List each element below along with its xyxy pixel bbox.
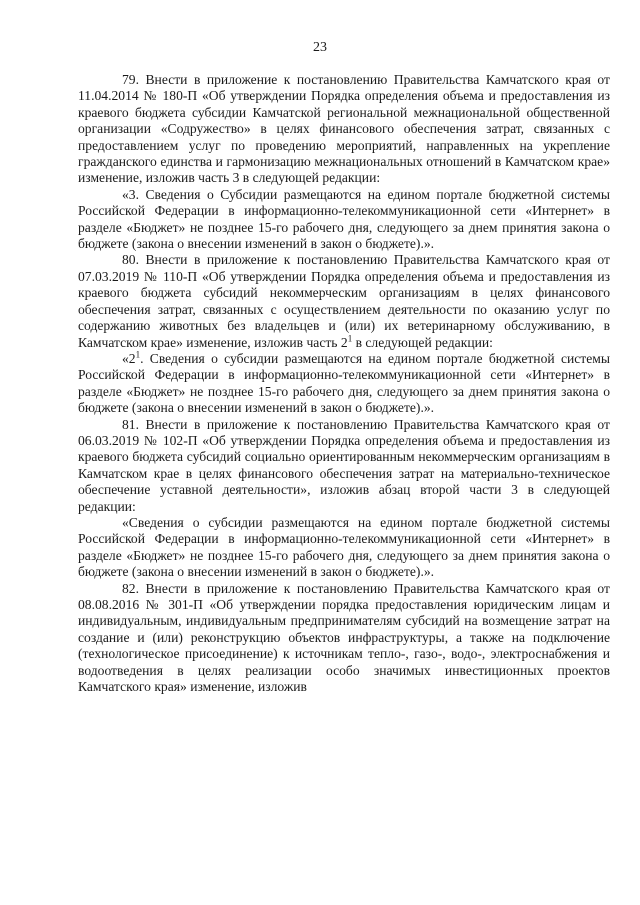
paragraph-text: . Сведения о субсидии размещаются на едином портале бюджетной системы Российской Федерации в информационно-телекоммуникационной сети «Интернет» в разделе «Бюджет» не позднее 15-го рабочего дня, следующего за днем принятия закона о бюджете (закона о внесении изменений в закон о бюджете).».	[78, 350, 610, 416]
document-body	[78, 72, 610, 695]
page-number: 23	[313, 40, 327, 55]
paragraph-quote-2-1	[78, 351, 610, 417]
paragraph-quote-abzac: «Сведения о субсидии размещаются на едином портале бюджетной системы Российской Федерации в информационно-телекоммуникационной сети «Интернет» в разделе «Бюджет» не позднее 15-го рабочего дня, следующего за днем принятия закона о бюджете (закона о внесении изменений в закон о бюджете).».	[78, 514, 610, 580]
superscript-index: 1	[347, 332, 353, 343]
superscript-index: 1	[135, 349, 141, 360]
paragraph-item-80	[78, 252, 610, 350]
paragraph-quote-3: «3. Сведения о Субсидии размещаются на едином портале бюджетной системы Российской Федерации в информационно-телекоммуникационной сети «Интернет» в разделе «Бюджет» не позднее 15-го рабочего дня, следующего за днем принятия закона о бюджете (закона о внесении изменений в закон о бюджете).».	[78, 186, 610, 252]
paragraph-text: 80. Внести в приложение к постановлению Правительства Камчатского края от 07.03.2019 № 110-П «Об утверждении Порядка определения объема и предоставления из краевого бюджета субсидий некоммерческим организациям в целях финансового обеспечения затрат, связанных с осуществлением деятельности по оказанию услуг по содержанию животных без владельцев и (или) их ветеринарному обслуживанию, в Камчатском крае» изменение, изложив часть 2	[78, 252, 610, 350]
paragraph-text: в следующей редакции:	[352, 334, 493, 350]
paragraph-item-82: 82. Внести в приложение к постановлению Правительства Камчатского края от 08.08.2016 № 301-П «Об утверждении порядка предоставления юридическим лицам и индивидуальным, индивидуальным предпринимателям субсидий на возмещение затрат на создание и (или) реконструкцию объектов инфраструктуры, а также на подключение (технологическое присоединение) к источникам тепло-, газо-, водо-, электроснабжения и водоотведения в целях реализации особо значимых инвестиционных проектов Камчатского края» изменение, изложив	[78, 580, 610, 695]
paragraph-item-79: 79. Внести в приложение к постановлению Правительства Камчатского края от 11.04.2014 № 180-П «Об утверждении Порядка определения объема и предоставления из краевого бюджета субсидии Камчатской региональной межнациональной общественной организации «Содружество» в целях финансового обеспечения затрат, связанных с предоставлением услуг по проведению мероприятий, направленных на укрепление гражданского единства и гармонизацию межнациональных отношений в Камчатском крае» изменение, изложив часть 3 в следующей редакции:	[78, 72, 610, 186]
paragraph-text: «2	[122, 350, 136, 366]
paragraph-item-81: 81. Внести в приложение к постановлению Правительства Камчатского края от 06.03.2019 № 102-П «Об утверждении Порядка определения объема и предоставления из краевого бюджета субсидий социально ориентированным некоммерческим организациям в Камчатском крае в целях финансового обеспечения затрат на материально-техническое обеспечение уставной деятельности», изложив абзац второй части 3 в следующей редакции:	[78, 416, 610, 514]
